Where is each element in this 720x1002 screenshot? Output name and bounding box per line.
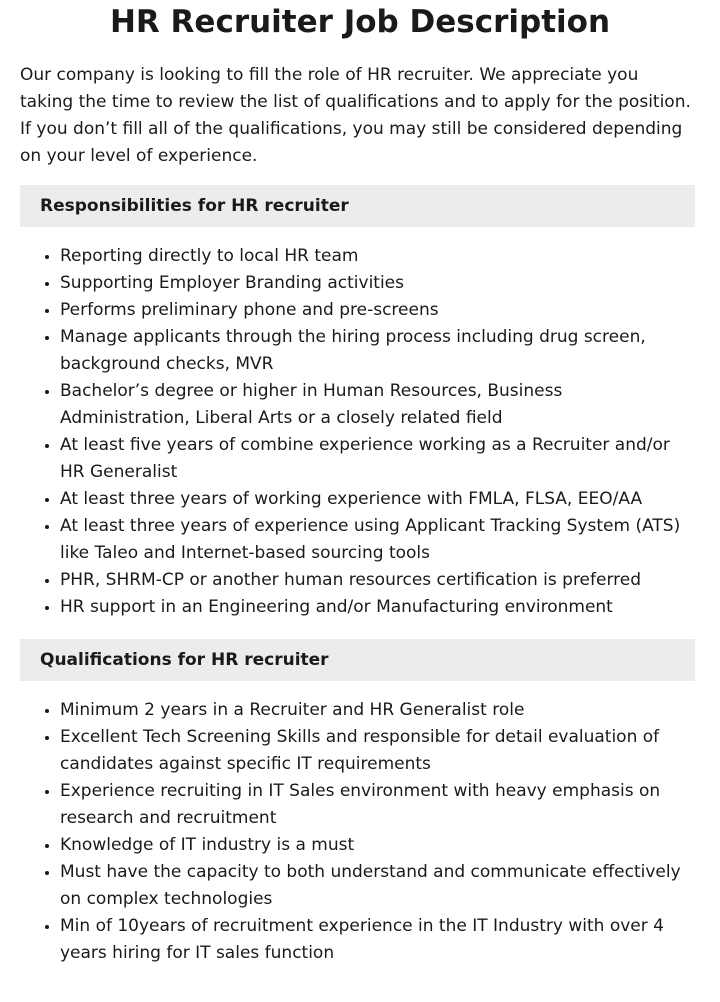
list-item: • Bachelor’s degree or higher in Human Resources, Business Administration, Liberal Arts or a closely related field (60, 378, 695, 432)
list-item: • HR support in an Engineering and/or Manufacturing environment (60, 594, 695, 621)
list-item: • Must have the capacity to both understand and communicate effectively on complex technologies (60, 859, 695, 913)
responsibilities-list (20, 243, 695, 621)
list-item: • At least five years of combine experience working as a Recruiter and/or HR Generalist (60, 432, 695, 486)
list-item: • At least three years of working experience with FMLA, FLSA, EEO/AA (60, 486, 695, 513)
responsibilities-heading: Responsibilities for HR recruiter (20, 185, 695, 227)
list-item: • Min of 10years of recruitment experience in the IT Industry with over 4 years hiring for IT sales function (60, 913, 695, 967)
list-item: • Reporting directly to local HR team (60, 243, 695, 270)
list-item: • PHR, SHRM-CP or another human resources certification is preferred (60, 567, 695, 594)
list-item: • Supporting Employer Branding activities (60, 270, 695, 297)
list-item: • Knowledge of IT industry is a must (60, 832, 695, 859)
list-item: • Experience recruiting in IT Sales environment with heavy emphasis on research and recruitment (60, 778, 695, 832)
qualifications-list (20, 697, 695, 967)
list-item: • Performs preliminary phone and pre-screens (60, 297, 695, 324)
list-item: • Manage applicants through the hiring process including drug screen, background checks, MVR (60, 324, 695, 378)
list-item: • Minimum 2 years in a Recruiter and HR Generalist role (60, 697, 695, 724)
list-item: • Excellent Tech Screening Skills and responsible for detail evaluation of candidates against specific IT requirements (60, 724, 695, 778)
intro-paragraph: Our company is looking to fill the role of HR recruiter. We appreciate you taking the time to review the list of qualifications and to apply for the position. If you don’t fill all of the qualifications, you may still be considered depending on your level of experience. (20, 65, 691, 166)
list-item: • At least three years of experience using Applicant Tracking System (ATS) like Taleo and Internet-based sourcing tools (60, 513, 695, 567)
page-title: HR Recruiter Job Description (109, 4, 611, 40)
qualifications-heading: Qualifications for HR recruiter (20, 639, 695, 681)
